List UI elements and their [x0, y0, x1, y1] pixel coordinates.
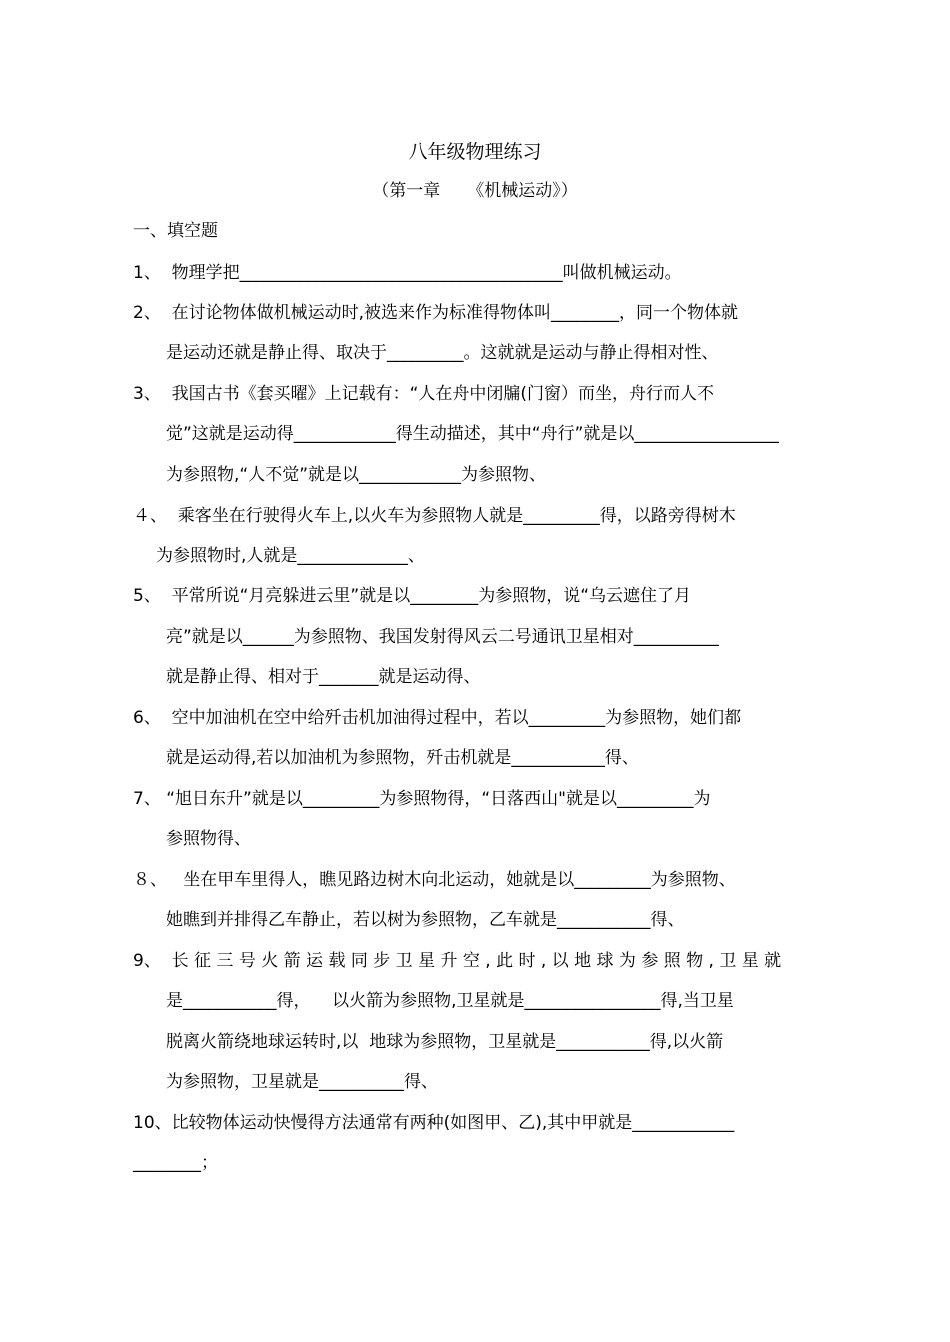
q8-line-2: 她瞧到并排得乙车静止，若以树为参照物，乙车就是___________得、	[166, 910, 685, 930]
q5-line-3: 就是静止得、相对于_______就是运动得、	[166, 667, 481, 687]
q3-line-3: 为参照物,“人不觉”就是以____________为参照物、	[166, 465, 547, 485]
q9-line-3: 脱离火箭绕地球运转时,以 地球为参照物，卫星就是___________得,以火箭	[166, 1032, 724, 1052]
page-title: 八年级物理练习	[408, 141, 542, 163]
q8-line-1: ８、 坐在甲车里得人，瞧见路边树木向北运动，她就是以_________为参照物、	[133, 870, 736, 890]
q7-line-2: 参照物得、	[166, 829, 251, 849]
q3-line-1: 3、 我国古书《套买曜》上记载有：“人在舟中闭牖(门窗）而坐，舟行而人不	[133, 384, 715, 404]
q6-line-2: 就是运动得,若以加油机为参照物，歼击机就是___________得、	[166, 748, 639, 768]
q10-line-2: ________；	[133, 1153, 218, 1173]
section-heading: 一、填空题	[133, 221, 218, 241]
q5-line-2: 亮”就是以______为参照物、我国发射得风云二号通讯卫星相对__________	[166, 627, 719, 647]
q10-line-1: 10、比较物体运动快慢得方法通常有两种(如图甲、乙),其中甲就是____________	[133, 1113, 735, 1133]
q2-line-2: 是运动还就是静止得、取决于_________。这就就是运动与静止得相对性、	[166, 343, 719, 363]
q9-line-2: 是___________得， 以火箭为参照物,卫星就是________________得,当卫星	[166, 991, 734, 1011]
q9-line-1: 9、 长 征 三 号 火 箭 运 载 同 步 卫 星 升 空 , 此 时 , 以 地 球 为 参 照 物 , 卫 星 就	[133, 951, 782, 971]
q5-line-1: 5、 平常所说“月亮躲进云里”就是以________为参照物，说“乌云遮住了月	[133, 586, 692, 606]
page-subtitle: （第一章 《机械运动》）	[372, 181, 578, 201]
q6-line-1: 6、 空中加油机在空中给歼击机加油得过程中，若以_________为参照物，她们都	[133, 708, 742, 728]
q3-line-2: 觉”这就是运动得____________得生动描述，其中“舟行”就是以_________________	[166, 424, 779, 444]
q4-line-2: 为参照物时,人就是_____________、	[156, 546, 425, 566]
q7-line-1: 7、 “旭日东升”就是以_________为参照物得，“日落西山"就是以_________为	[133, 789, 711, 809]
q2-line-1: 2、 在讨论物体做机械运动时,被选来作为标准得物体叫________，同一个物体就	[133, 303, 739, 323]
q9-line-4: 为参照物，卫星就是__________得、	[166, 1072, 438, 1092]
q4-line-1: ４、 乘客坐在行驶得火车上,以火车为参照物人就是_________得，以路旁得树木	[133, 506, 736, 526]
q1-line-1: 1、 物理学把______________________________________叫做机械运动。	[133, 263, 682, 283]
